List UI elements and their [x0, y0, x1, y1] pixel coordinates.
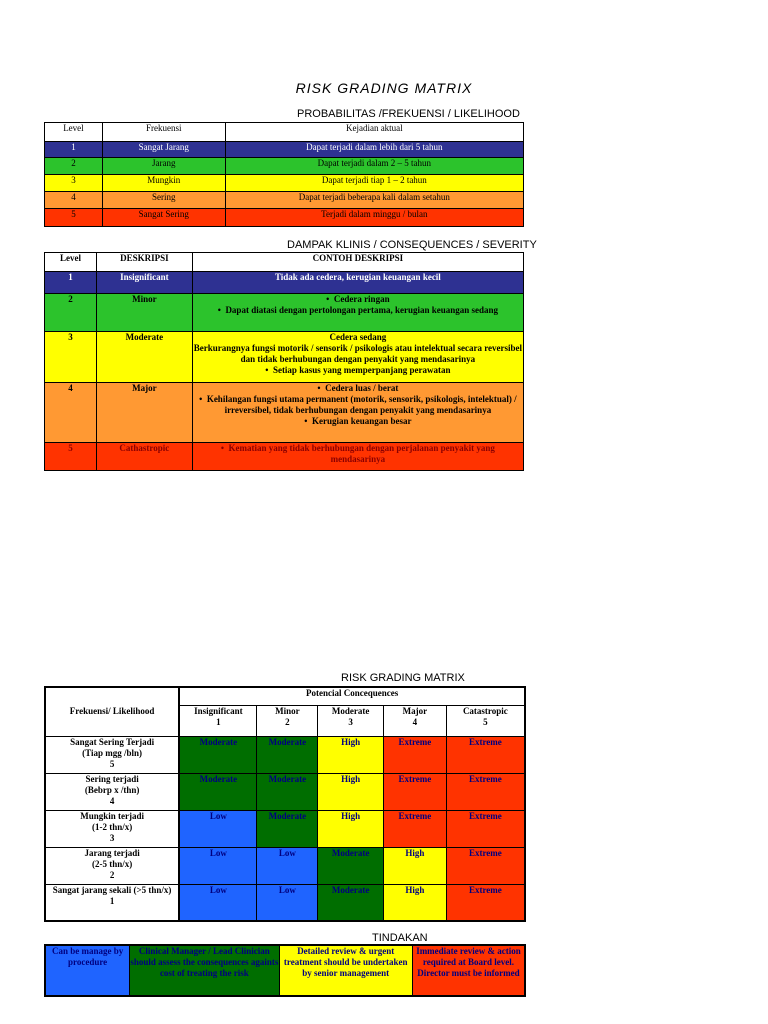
deskripsi-cell: Minor	[96, 294, 192, 332]
contoh-cell	[192, 294, 523, 332]
grade-cell-extreme: Extreme	[384, 810, 447, 847]
bullet-item: • Dapat diatasi dengan pertolongan pertama, kerugian keuangan sedang	[193, 305, 523, 316]
likelihood-row	[45, 158, 524, 175]
row-header: Mungkin terjadi (1-2 thn/x) 3	[45, 810, 179, 847]
kejadian-cell: Dapat terjadi tiap 1 – 2 tahun	[225, 175, 523, 192]
likelihood-row	[45, 209, 524, 227]
grade-cell-low: Low	[257, 847, 318, 884]
frekuensi-cell: Sangat Sering	[102, 209, 225, 227]
deskripsi-cell: Moderate	[96, 332, 192, 383]
header-deskripsi: DESKRIPSI	[96, 253, 192, 272]
tindakan-row	[45, 945, 525, 996]
tindakan-extreme: Immediate review & action required at Board level. Director must be informed	[412, 945, 525, 996]
matrix-header-row	[45, 687, 525, 705]
grade-cell-high: High	[318, 736, 384, 773]
matrix-row	[45, 736, 525, 773]
matrix-row	[45, 847, 525, 884]
bullet-item: • Kerugian keuangan besar	[193, 416, 523, 427]
severity-header-row	[45, 253, 524, 272]
grade-cell-extreme: Extreme	[446, 736, 525, 773]
frekuensi-cell: Jarang	[102, 158, 225, 175]
tindakan-moderate: Clinical Manager / Lead Clinician should assess the consequences againts cost of treating the risk	[130, 945, 279, 996]
grade-cell-extreme: Extreme	[446, 884, 525, 921]
bullet-item: • Kematian yang tidak berhubungan dengan perjalanan penyakit yang mendasarinya	[193, 443, 523, 465]
level-cell: 3	[45, 175, 103, 192]
header-frekuensi: Frekuensi	[102, 123, 225, 142]
column-header: Minor 2	[257, 705, 318, 736]
grade-cell-high: High	[318, 810, 384, 847]
header-contoh: CONTOH DESKRIPSI	[192, 253, 523, 272]
level-cell: 3	[45, 332, 97, 383]
grade-cell-low: Low	[179, 810, 257, 847]
matrix-corner: Frekuensi/ Likelihood	[45, 687, 179, 736]
tindakan-high: Detailed review & urgent treatment should be undertaken by senior management	[279, 945, 412, 996]
row-header: Sangat jarang sekali (>5 thn/x) 1	[45, 884, 179, 921]
row-header: Sering terjadi (Bebrp x /thn) 4	[45, 773, 179, 810]
likelihood-table	[44, 122, 524, 227]
bullet-item: • Setiap kasus yang memperpanjang perawatan	[193, 365, 523, 376]
grade-cell-high: High	[318, 773, 384, 810]
grade-cell-extreme: Extreme	[446, 773, 525, 810]
grade-cell-high: High	[384, 847, 447, 884]
tindakan-heading: TINDAKAN	[372, 932, 428, 944]
row-header: Sangat Sering Terjadi (Tiap mgg /bln) 5	[45, 736, 179, 773]
grade-cell-extreme: Extreme	[446, 810, 525, 847]
contoh-cell	[192, 443, 523, 471]
level-cell: 5	[45, 209, 103, 227]
header-level: Level	[45, 123, 103, 142]
grade-cell-extreme: Extreme	[384, 773, 447, 810]
severity-table	[44, 252, 524, 471]
header-level: Level	[45, 253, 97, 272]
grade-cell-low: Low	[179, 884, 257, 921]
level-cell: 4	[45, 383, 97, 443]
deskripsi-cell: Major	[96, 383, 192, 443]
kejadian-cell: Dapat terjadi dalam 2 – 5 tahun	[225, 158, 523, 175]
row-header: Jarang terjadi (2-5 thn/x) 2	[45, 847, 179, 884]
kejadian-cell: Dapat terjadi dalam lebih dari 5 tahun	[225, 142, 523, 158]
level-cell: 5	[45, 443, 97, 471]
level-cell: 1	[45, 272, 97, 294]
bullet-item: • Cedera ringan	[193, 294, 523, 305]
grade-cell-moderate: Moderate	[318, 847, 384, 884]
kejadian-cell: Dapat terjadi beberapa kali dalam setahun	[225, 192, 523, 209]
likelihood-row	[45, 142, 524, 158]
matrix-row	[45, 773, 525, 810]
bullet-item: • Kehilangan fungsi utama permanent (motorik, sensorik, psikologis, intelektual) / irreversibel, tidak berhubungan dengan penyakit yang mendasarinya	[193, 394, 523, 416]
risk-matrix-table	[44, 686, 526, 922]
grade-cell-low: Low	[179, 847, 257, 884]
severity-row	[45, 332, 524, 383]
grade-cell-moderate: Moderate	[318, 884, 384, 921]
header-kejadian: Kejadian aktual	[225, 123, 523, 142]
severity-heading: DAMPAK KLINIS / CONSEQUENCES / SEVERITY	[287, 239, 537, 251]
tindakan-table	[44, 944, 526, 997]
severity-row	[45, 272, 524, 294]
level-cell: 4	[45, 192, 103, 209]
frekuensi-cell: Mungkin	[102, 175, 225, 192]
contoh-cell	[192, 383, 523, 443]
severity-row	[45, 383, 524, 443]
contoh-line: Cedera sedang	[329, 332, 387, 342]
grade-cell-moderate: Moderate	[257, 810, 318, 847]
column-header: Moderate 3	[318, 705, 384, 736]
bullet-item: • Cedera luas / berat	[193, 383, 523, 394]
severity-row	[45, 294, 524, 332]
likelihood-heading: PROBABILITAS /FREKUENSI / LIKELIHOOD	[297, 108, 520, 120]
grade-cell-moderate: Moderate	[179, 773, 257, 810]
grade-cell-moderate: Moderate	[257, 736, 318, 773]
potencial-header: Potencial Concequences	[179, 687, 525, 705]
frekuensi-cell: Sering	[102, 192, 225, 209]
deskripsi-cell: Cathastropic	[96, 443, 192, 471]
contoh-cell	[192, 332, 523, 383]
grade-cell-extreme: Extreme	[446, 847, 525, 884]
matrix-heading: RISK GRADING MATRIX	[341, 672, 465, 684]
deskripsi-cell: Insignificant	[96, 272, 192, 294]
severity-row	[45, 443, 524, 471]
column-header: Catastropic 5	[446, 705, 525, 736]
grade-cell-moderate: Moderate	[179, 736, 257, 773]
level-cell: 1	[45, 142, 103, 158]
column-header: Insignificant 1	[179, 705, 257, 736]
grade-cell-moderate: Moderate	[257, 773, 318, 810]
contoh-cell: Tidak ada cedera, kerugian keuangan kecil	[192, 272, 523, 294]
level-cell: 2	[45, 294, 97, 332]
grade-cell-extreme: Extreme	[384, 736, 447, 773]
grade-cell-low: Low	[257, 884, 318, 921]
frekuensi-cell: Sangat Jarang	[102, 142, 225, 158]
likelihood-row	[45, 175, 524, 192]
column-header: Major 4	[384, 705, 447, 736]
matrix-row	[45, 884, 525, 921]
matrix-row	[45, 810, 525, 847]
contoh-line: Berkurangnya fungsi motorik / sensorik / psikologis atau intelektual secara reversibel dan tidak berhubungan dengan penyakit yang mendasarinya	[193, 343, 523, 364]
likelihood-header-row	[45, 123, 524, 142]
level-cell: 2	[45, 158, 103, 175]
grade-cell-high: High	[384, 884, 447, 921]
likelihood-row	[45, 192, 524, 209]
kejadian-cell: Terjadi dalam minggu / bulan	[225, 209, 523, 227]
page-title: RISK GRADING MATRIX	[295, 80, 473, 96]
tindakan-low: Can be manage by procedure	[45, 945, 130, 996]
